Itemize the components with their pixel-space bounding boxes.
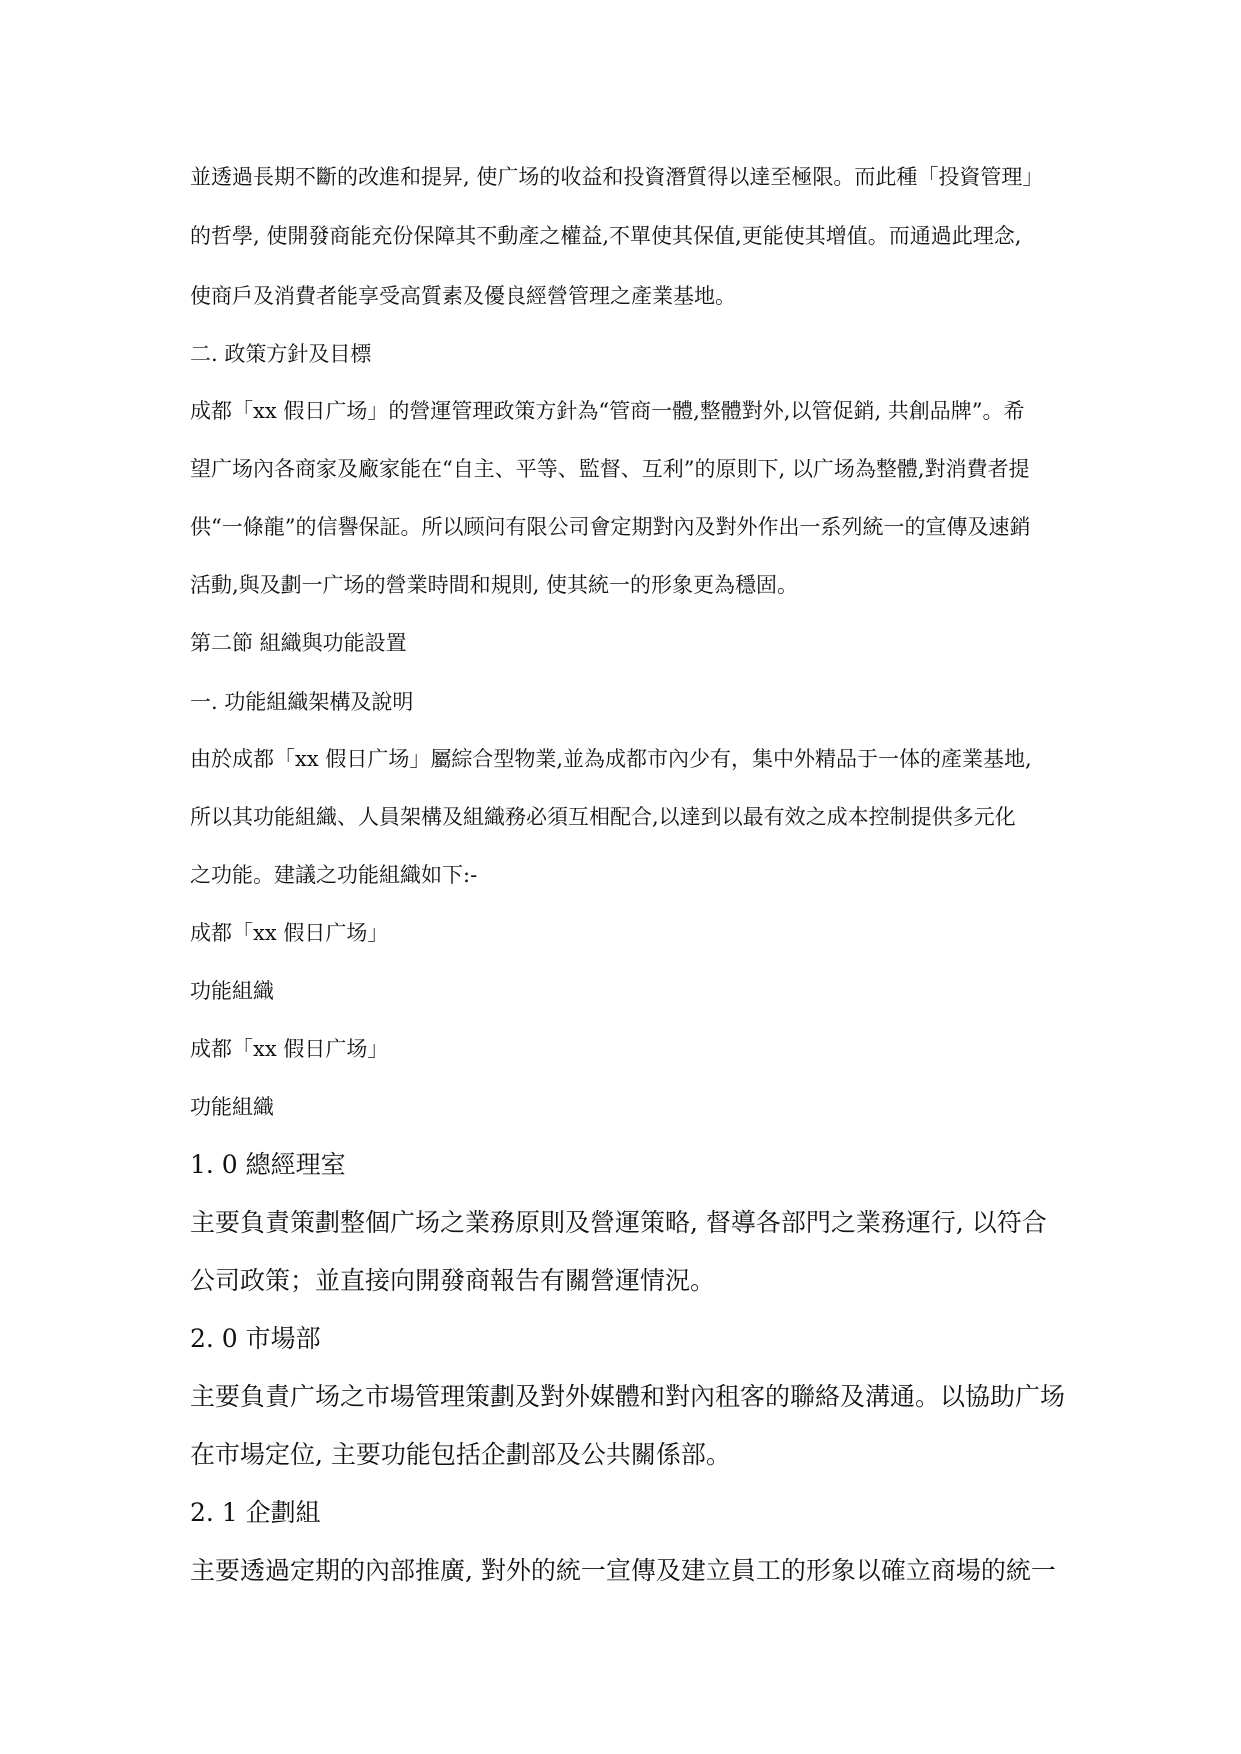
- paragraph-line: 成都「xx 假日广场」的營運管理政策方針為“管商一體,整體對外,以管促銷, 共創品牌”。希: [190, 399, 1025, 423]
- paragraph-line: 活動,與及劃一广场的營業時間和規則, 使其統一的形象更為穩固。: [190, 573, 799, 597]
- section-heading: 一. 功能組織架構及說明: [190, 690, 414, 714]
- paragraph-line: 主要透過定期的內部推廣, 對外的統一宣傳及建立員工的形象以確立商場的統一: [190, 1556, 1056, 1585]
- paragraph-line: 望广场內各商家及廠家能在“自主、平等、監督、互利”的原則下, 以广场為整體,對消費者提: [190, 457, 1030, 481]
- paragraph-line: 主要負責策劃整個广场之業務原則及營運策略, 督導各部門之業務運行, 以符合: [190, 1208, 1047, 1237]
- paragraph-line: 公司政策；並直接向開發商報告有關營運情況。: [190, 1266, 716, 1295]
- section-heading: 第二節 組織與功能設置: [190, 631, 407, 655]
- org-chart-label: 成都「xx 假日广场」: [190, 1037, 389, 1061]
- org-chart-label: 成都「xx 假日广场」: [190, 921, 389, 945]
- subsection-heading: 2. 1 企劃組: [190, 1498, 321, 1527]
- paragraph-line: 主要負責广场之市場管理策劃及對外媒體和對內租客的聯絡及溝通。以協助广场: [190, 1382, 1066, 1411]
- org-chart-label: 功能組織: [190, 1095, 274, 1119]
- paragraph-line: 在市場定位, 主要功能包括企劃部及公共關係部。: [190, 1440, 731, 1469]
- paragraph-line: 之功能。建議之功能組織如下:-: [190, 863, 478, 887]
- paragraph-line: 供“一條龍”的信譽保証。所以顾问有限公司會定期對內及對外作出一系列統一的宣傳及速銷: [190, 515, 1031, 539]
- subsection-heading: 2. 0 市場部: [190, 1324, 321, 1353]
- section-heading: 二. 政策方針及目標: [190, 342, 372, 366]
- paragraph-line: 並透過長期不斷的改進和提昇, 使广场的收益和投資潛質得以達至極限。而此種「投資管理」: [190, 165, 1044, 189]
- paragraph-line: 使商戶及消費者能享受高質素及優良經營管理之產業基地。: [190, 284, 736, 308]
- paragraph-line: 由於成都「xx 假日广场」屬綜合型物業,並為成都市內少有，集中外精品于一体的產業基地,: [190, 747, 1032, 771]
- paragraph-line: 的哲學, 使開發商能充份保障其不動產之權益,不單使其保值,更能使其增值。而通過此理念,: [190, 224, 1022, 248]
- paragraph-line: 所以其功能組織、人員架構及組織務必須互相配合,以達到以最有效之成本控制提供多元化: [190, 805, 1016, 829]
- org-chart-label: 功能組織: [190, 979, 274, 1003]
- subsection-heading: 1. 0 總經理室: [190, 1150, 346, 1179]
